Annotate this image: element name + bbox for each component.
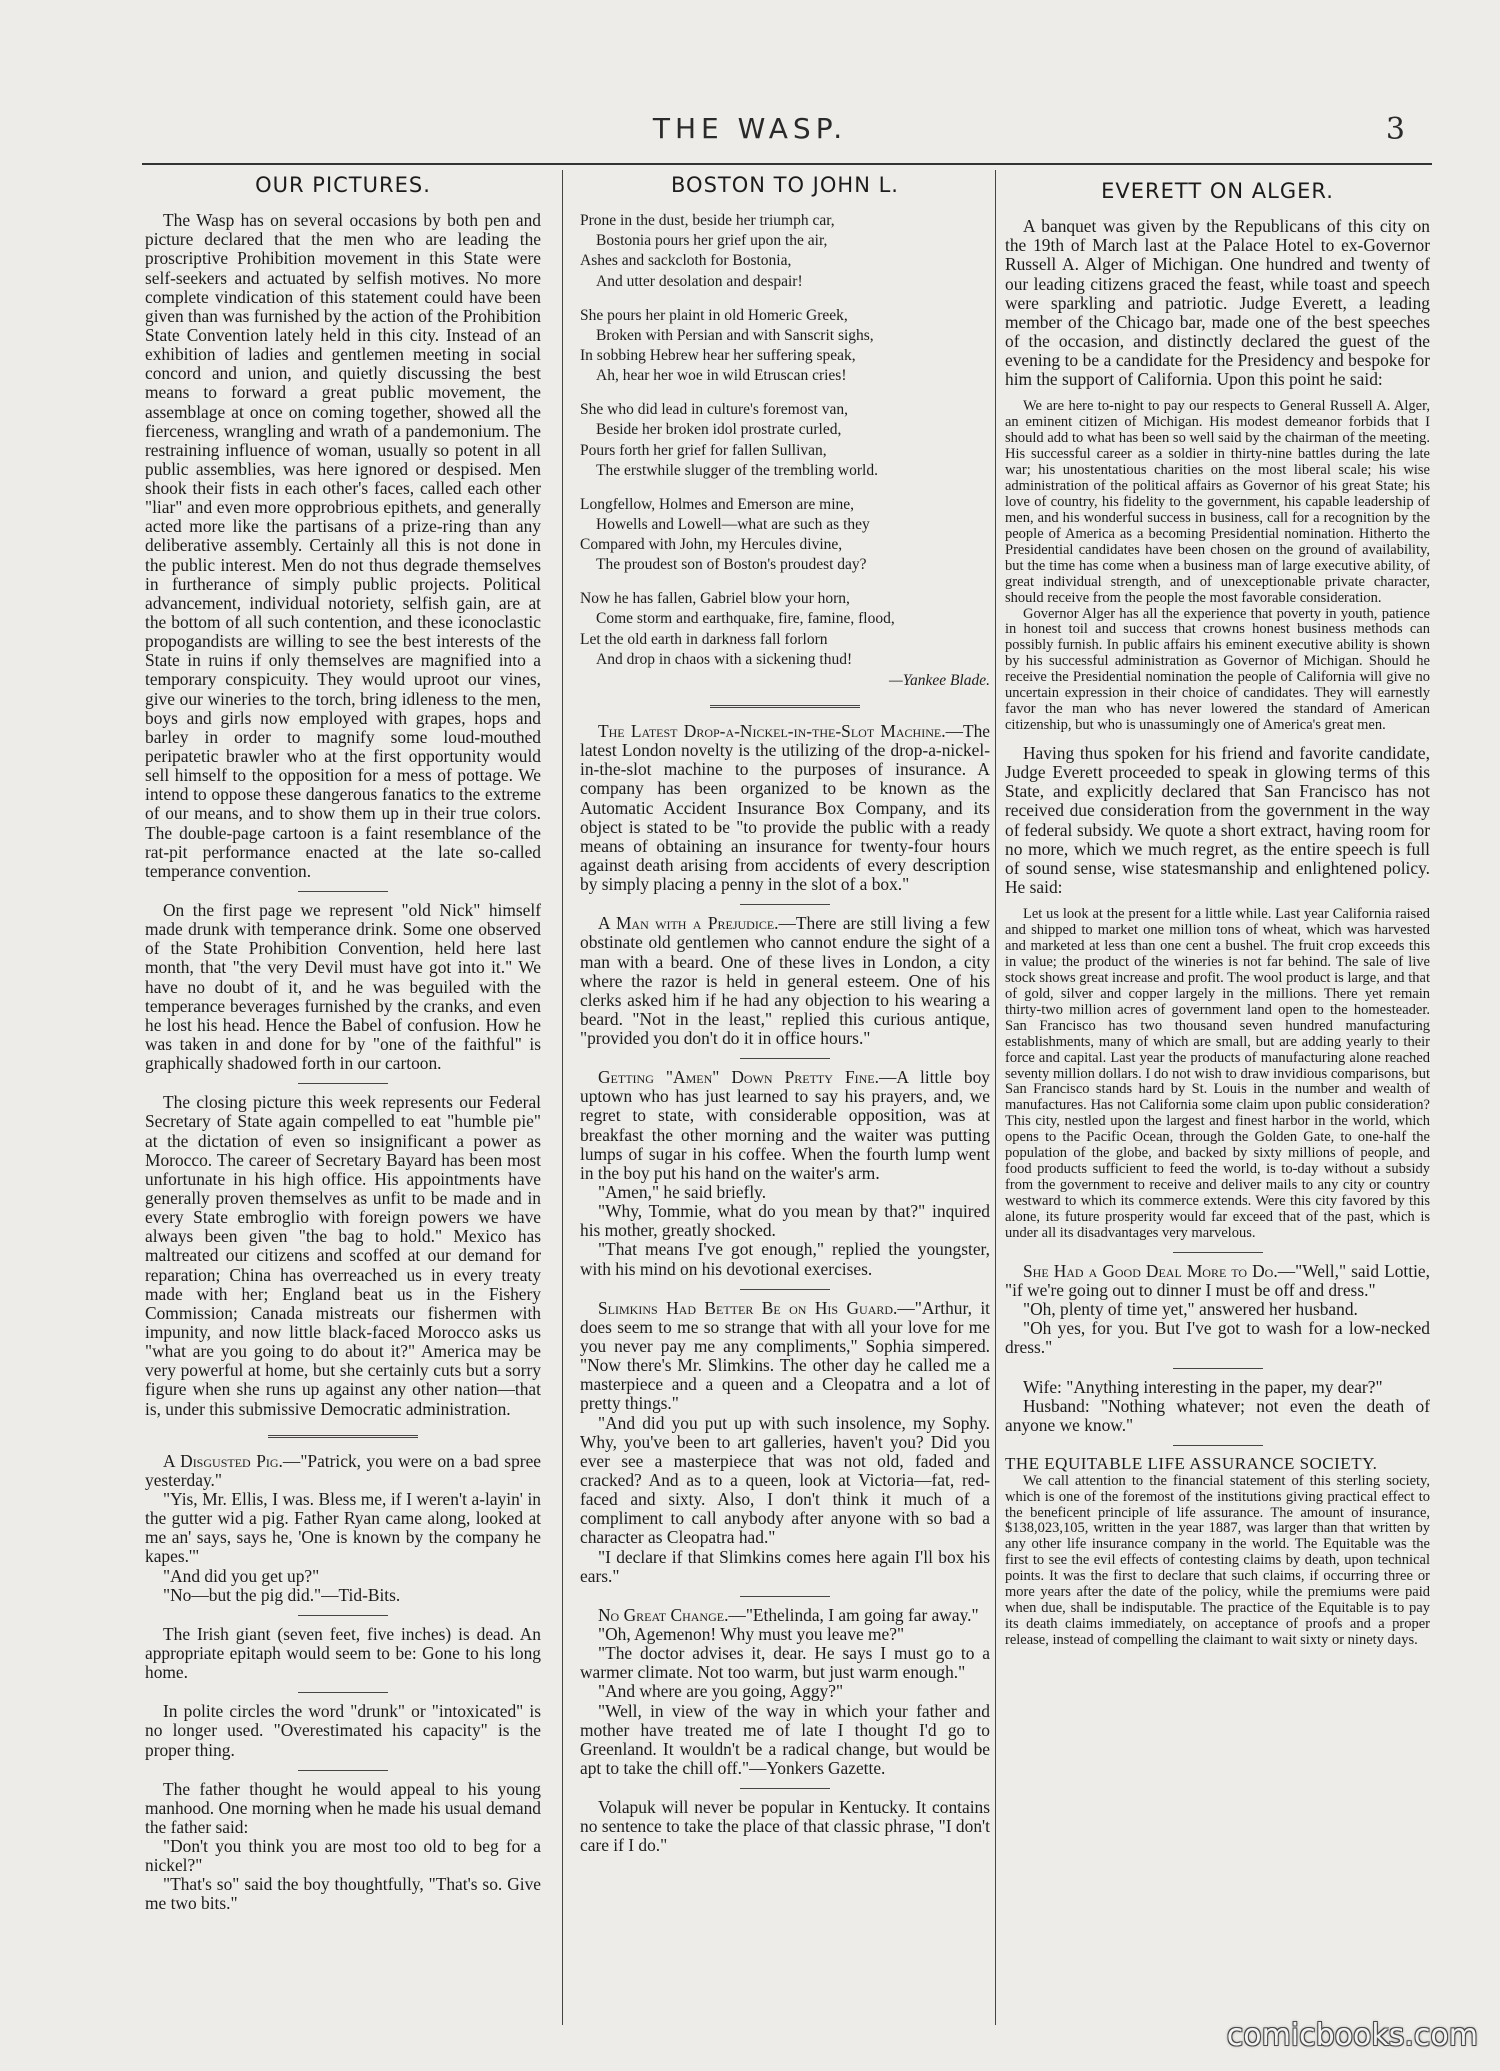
- paragraph: Wife: "Anything interesting in the paper, my dear?": [1023, 1376, 1383, 1397]
- poem-line: And drop in chaos with a sickening thud!: [596, 650, 853, 668]
- separator: [268, 1435, 418, 1438]
- poem-line: Broken with Persian and with Sanscrit sighs,: [596, 326, 874, 344]
- item-text: —"Well," said Lottie, "if we're going out to dinner I must be off and dress.": [1005, 1260, 1430, 1300]
- column-left: [145, 174, 541, 2029]
- masthead-title: THE WASP.: [652, 112, 848, 145]
- poem-title: BOSTON TO JOHN L.: [671, 174, 899, 197]
- item-lead: Getting "Amen" Down Pretty Fine.: [598, 1067, 879, 1088]
- quoted-paragraph: Governor Alger has all the experience that poverty in youth, patience in honest toil and success that crowns honest business methods can possibly furnish. In public affairs his eminent executive ability is shown by his successful administration as Governor of Michigan. Should he receive the Presidential nomination the people of California will give no uncertain expression in their choice of candidates. They will earnestly favor the man who has never lowered the standard of American citizenship, but who is unassumingly one of America's great men.: [1005, 605, 1430, 734]
- poem-line: Longfellow, Holmes and Emerson are mine,: [580, 495, 855, 513]
- separator: [710, 705, 860, 708]
- poem-line: Ashes and sackcloth for Bostonia,: [580, 252, 792, 270]
- poem-line: She pours her plaint in old Homeric Greek,: [580, 306, 848, 324]
- poem-line: Bostonia pours her grief upon the air,: [596, 232, 828, 250]
- paragraph: [145, 1452, 541, 1490]
- paragraph: "Well, in view of the way in which your father and mother have treated me of late I thought I'd go to Greenland. It wouldn't be a radical change, but would be apt to take the chill off."—Yonkers Gazette.: [580, 1700, 990, 1778]
- separator: [740, 1596, 830, 1597]
- separator: [298, 1692, 388, 1693]
- paragraph: "No—but the pig did."—Tid-Bits.: [163, 1584, 401, 1605]
- item-lead: A Disgusted Pig.: [163, 1450, 283, 1471]
- quoted-paragraph: We are here to-night to pay our respects to General Russell A. Alger, an eminent citizen of Michigan. His modest demeanor forbids that I should add to what has been so well said by the chairman of the meeting. His successful career as a soldier in thirty-nine battles during the late war; his unostentatious charities on the most liberal scale; his wise administration of the political affairs as Governor of his great State; his love of country, his fidelity to the government, his capable leadership of men, and his wonderful success in business, call for a recognition by the people of America as a becoming Presidential nomination. Hitherto the Presidential candidates have been chosen on the ground of availability, but the time has come when a business man of large executive ability, of great individual strength, and of unexceptionable private character, should receive from the people the most favorable consideration.: [1005, 398, 1430, 606]
- column-right: [1005, 174, 1430, 2029]
- separator: [1173, 1368, 1263, 1369]
- paragraph: [580, 914, 990, 1048]
- separator: [740, 1058, 830, 1059]
- separator: [740, 1289, 830, 1290]
- item-text: —The latest London novelty is the utilizing of the drop-a-nickel-in-the-slot machine to the purposes of insurance. A company has been organized to be known as the Automatic Accident Insurance Box Company, and its object is stated to be "to provide the public with a ready means of obtaining an insurance for twenty-four hours against death arising from accidents of every description by simply placing a penny in the slot of a box.": [580, 720, 990, 895]
- paragraph: "And did you get up?": [163, 1565, 320, 1586]
- paragraph: [580, 722, 990, 894]
- paragraph: On the first page we represent "old Nick" himself made drunk with temperance drink. Some one observed of the State Prohibition Convention, held here last month, that "the very Devil must have got into it." We have no doubt of it, and he was beguiled with the temperance beverages furnished by the cranks, and even he lost his head. Hence the Babel of confusion. How he was taken in and done for by "one of the faithful" is graphically shadowed forth in our cartoon.: [145, 900, 541, 1074]
- poem-line: Come storm and earthquake, fire, famine, flood,: [596, 610, 895, 628]
- paragraph: The Irish giant (seven feet, five inches) is dead. An appropriate epitaph would seem to be: Gone to his long home.: [145, 1623, 541, 1683]
- paragraph: The Wasp has on several occasions by both pen and picture declared that the men who are leading the proscriptive Prohibition movement in this State were self-seekers and actuated by selfish motives. No more complete vindication of this statement could have been given than was furnished by the action of the Prohibition State Convention lately held in this city. Instead of an exhibition of ladies and gentlemen meeting in social concord and union, and quietly discussing the best means to forward a great public movement, the assemblage at once on coming together, showed all the fierceness, wrangling and wrath of a pandemonium. The restraining influence of woman, usually so potent in all public assemblies, was here ignored or despised. Men shook their fists in each other's faces, called each other "liar" and even more opprobrious epithets, and generally acted more like the partisans of a prize-ring than any deliberative assembly. Certainly all this is not done in the public interest. Men do not thus degrade themselves in furtherance of simply public projects. Political advancement, individual notoriety, selfish gain, are at the bottom of all such contention, and these iconoclastic propogandists are willing to see the best interests of the State in ruins if only themselves are magnified into a temporary conspicuity. They would uproot our vines, give our wineries to the torch, bring idleness to the men, boys and girls now employed with grapes, hops and barley in order to magnify some loud-mouthed peripatetic brawler who at the first opportunity would sell himself to the opposition for a mess of pottage. We intend to oppose these dangerous fanatics to the extreme of our means, and to show them up in their true colors. The double-page cartoon is a faint resemblance of the rat-pit performance enacted at the late so-called temperance convention.: [145, 210, 541, 881]
- paragraph: [1005, 1262, 1430, 1300]
- poem-source: —Yankee Blade.: [888, 671, 990, 689]
- header-rule: [142, 163, 1432, 165]
- poem-line: And utter desolation and despair!: [596, 272, 803, 290]
- poem-line: Pours forth her grief for fallen Sullivan,: [580, 441, 827, 459]
- paragraph: "And did you put up with such insolence, my Sophy. Why, you've been to art galleries, haven't you? Did you ever see a masterpiece that was not old, faded and cracked? And as to a queen, look at Victoria—fat, red-faced and sixty. Also, I don't think it much of a compliment to call anybody after anyone with so bad a character as Cleopatra had.": [580, 1412, 990, 1548]
- paragraph: "Oh, Agemenon! Why must you leave me?": [598, 1624, 905, 1644]
- poem-line: Now he has fallen, Gabriel blow your horn,: [580, 590, 850, 608]
- item-lead: The Latest Drop-a-Nickel-in-the-Slot Machine.: [598, 720, 946, 741]
- paragraph: "Why, Tommie, what do you mean by that?" inquired his mother, greatly shocked.: [580, 1201, 990, 1241]
- paragraph: "Yis, Mr. Ellis, I was. Bless me, if I weren't a-layin' in the gutter wid a pig. Father Ryan came along, looked at me an' says, says he, 'One is known by the company he kapes.'": [145, 1488, 541, 1567]
- page-number: 3: [1385, 112, 1405, 147]
- paragraph: A banquet was given by the Republicans of this city on the 19th of March last at the Palace Hotel to ex-Governor Russell A. Alger of Michigan. One hundred and twenty of our leading citizens graced the feast, while toast and speech were sparkling and patriotic. Judge Everett, a leading member of the Chicago bar, made one of the best speeches of the occasion, and distinctly declared the guest of the evening to be a candidate for the Presidency and bespoke for him the support of California. Upon this point he said:: [1005, 216, 1430, 390]
- poem-line: Let the old earth in darkness fall forlorn: [580, 630, 828, 648]
- item-lead: She Had a Good Deal More to Do.: [1023, 1260, 1278, 1281]
- notice-title: THE EQUITABLE LIFE ASSURANCE SOCIETY.: [1005, 1453, 1378, 1473]
- item-text: —A little boy uptown who has just learned to say his prayers, and, we regret to state, with considerable opposition, was at breakfast the other morning and the waiter was putting lumps of sugar in his coffee. When the fourth lump went in the boy put his hand on the waiter's arm.: [580, 1067, 990, 1183]
- separator: [298, 891, 388, 892]
- separator: [298, 1770, 388, 1771]
- item-text: —There are still living a few obstinate old gentlemen who cannot endure the sight of a man with a beard. One of these lives in London, a city where the razor is held in general esteem. One of his clerks asked him if he had any objection to his wearing a beard. "Not in the least," replied this curious antique, "provided you don't do it in office hours.": [580, 913, 990, 1049]
- paragraph: "The doctor advises it, dear. He says I must go to a warmer climate. Not too warm, but just warm enough.": [580, 1643, 990, 1683]
- paragraph: "Amen," he said briefly.: [598, 1182, 767, 1203]
- poem-line: She who did lead in culture's foremost van,: [580, 401, 848, 419]
- article-title: OUR PICTURES.: [255, 174, 431, 197]
- column-divider: [995, 170, 996, 2025]
- article-title: EVERETT ON ALGER.: [1101, 179, 1334, 203]
- poem-stanza: [580, 589, 990, 670]
- item-text: —"Ethelinda, I am going far away.": [728, 1604, 979, 1625]
- item-lead: Slimkins Had Better Be on His Guard.: [598, 1297, 898, 1318]
- item-text: —"Arthur, it does seem to me so strange that with all your love for me you never pay me any compliments," Sophia simpered. "Now there's Mr. Slimkins. The other day he called me a masterpiece and a queen and a Cleopatra and a lot of pretty things.": [580, 1297, 990, 1414]
- paragraph: [580, 1299, 990, 1414]
- poem-stanza: [580, 306, 990, 387]
- poem-stanza: [580, 211, 990, 292]
- poem-line: Beside her broken idol prostrate curled,: [596, 421, 842, 439]
- paragraph: In polite circles the word "drunk" or "intoxicated" is no longer used. "Overestimated his capacity" is the proper thing.: [145, 1701, 541, 1760]
- paragraph: Husband: "Nothing whatever; not even the death of anyone we know.": [1005, 1395, 1430, 1435]
- paragraph: The father thought he would appeal to his young manhood. One morning when he made his usual demand the father said:: [145, 1778, 541, 1837]
- paragraph: "Oh yes, for you. But I've got to wash for a low-necked dress.": [1005, 1318, 1430, 1358]
- paragraph: Having thus spoken for his friend and favorite candidate, Judge Everett proceeded to speak in glowing terms of this State, and explicitly declared that San Francisco has not received due consideration from the government in the way of federal subsidy. We quote a short extract, having room for no more, which we much regret, as the entire speech is full of sound sense, wise statesmanship and enlightened policy. He said:: [1005, 743, 1430, 898]
- item-lead: No Great Change.: [598, 1604, 729, 1625]
- notice-text: We call attention to the financial statement of this sterling society, which is one of the foremost of the institutions giving practical effect to the beneficent principle of life assurance. The amount of insurance, $138,023,105, written in the year 1887, was larger than that written by any other life insurance company in the world. The Equitable was the first to see the evil effects of contesting claims by death, upon technical points. It was the first to declare that such claims, if occurring three or more years after the date of the policy, while the premiums were paid when due, shall be indisputable. The practice of the Equitable is to pay its death claims immediately, on acceptance of proofs and a proper release, instead of compelling the claimant to wait sixty or ninety days.: [1005, 1472, 1430, 1649]
- separator: [1173, 1252, 1263, 1253]
- poem-line: In sobbing Hebrew hear her suffering speak,: [580, 346, 856, 364]
- paragraph: "That means I've got enough," replied the youngster, with his mind on his devotional exercises.: [580, 1239, 990, 1279]
- poem-line: The erstwhile slugger of the trembling world.: [596, 461, 878, 479]
- separator: [740, 1788, 830, 1789]
- separator: [740, 904, 830, 905]
- poem-stanza: [580, 400, 990, 481]
- column-divider: [562, 170, 563, 2025]
- paragraph: "Don't you think you are most too old to beg for a nickel?": [145, 1836, 541, 1876]
- poem-line: Prone in the dust, beside her triumph car,: [580, 212, 835, 230]
- paragraph: [580, 1606, 990, 1625]
- separator: [1173, 1445, 1263, 1446]
- poem-line: Compared with John, my Hercules divine,: [580, 536, 843, 554]
- paragraph: "That's so" said the boy thoughtfully, "That's so. Give me two bits.": [145, 1874, 541, 1914]
- item-lead: A Man with a Prejudice.: [598, 913, 779, 934]
- watermark: comicbooks.com: [1226, 2018, 1478, 2053]
- paragraph: "I declare if that Slimkins comes here again I'll box his ears.": [580, 1546, 990, 1586]
- item-text: —"Patrick, you were on a bad spree yesterday.": [145, 1450, 541, 1490]
- paragraph: "Oh, plenty of time yet," answered her husband.: [1023, 1299, 1358, 1320]
- paragraph: The closing picture this week represents our Federal Secretary of State again compelled to eat "humble pie" at the dictation of even so insignificant a power as Morocco. The career of Secretary Bayard has been most unfortunate in his high office. His appointments have generally proven themselves as unfit to be made and in every State embroglio with foreign powers we have always been given "the bag to hold." Mexico has maltreated our citizens and scoffed at our demand for reparation; China has overreached us in every treaty made with her; England beat us in the Fishery Commission; Canada mistreats our fishermen with impunity, and now little black-faced Morocco asks us "what are you going to do about it?" America may be very powerful at home, but she certainly cuts but a sorry figure when she runs up against any other nation—that is, under this submissive Democratic administration.: [145, 1092, 541, 1419]
- poem-line: The proudest son of Boston's proudest day?: [596, 556, 867, 574]
- poem-line: Howells and Lowell—what are such as they: [596, 515, 870, 533]
- quoted-paragraph: Let us look at the present for a little while. Last year California raised and shipped to market one million tons of wheat, which was harvested and marketed at less than one cent a bushel. The fruit crop exceeds this in value; the product of the wineries is not far behind. The sale of live stock shows great increase and profit. The wool product is large, and that of gold, silver and copper largely in the millions. There yet remain thirty-two million acres of government land open to the homesteader. San Francisco has two thousand seven hundred manufacturing establishments, many of which are small, but are adding yearly to their force and capital. Last year the products of manufacturing alone reached seventy million dollars. I do not wish to draw invidious comparisons, but San Francisco stands hard by St. Louis in the number and wealth of manufactures. Has not California some claim upon public consideration? This city, nestled upon the largest and finest harbor in the world, which opens to the Pacific Ocean, through the Golden Gate, to one-half the population of the globe, and backed by sixty millions of people, and food products sufficient to feed the world, is to-day without a subsidy from the government to receive and deliver mails to any city or country westward to which its commerce extends. Were this city favored by this alone, its future prosperity would far exceed that of the past, which is under all its disadvantages very marvelous.: [1005, 906, 1430, 1241]
- separator: [298, 1615, 388, 1616]
- paragraph: Volapuk will never be popular in Kentucky. It contains no sentence to take the place of that classic phrase, "I don't care if I do.": [580, 1797, 990, 1856]
- poem-stanza: [580, 495, 990, 576]
- poem-line: Ah, hear her woe in wild Etruscan cries!: [596, 367, 847, 385]
- paragraph: "And where are you going, Aggy?": [598, 1681, 844, 1702]
- separator: [298, 1083, 388, 1084]
- paragraph: [580, 1068, 990, 1183]
- column-middle: [580, 174, 990, 2029]
